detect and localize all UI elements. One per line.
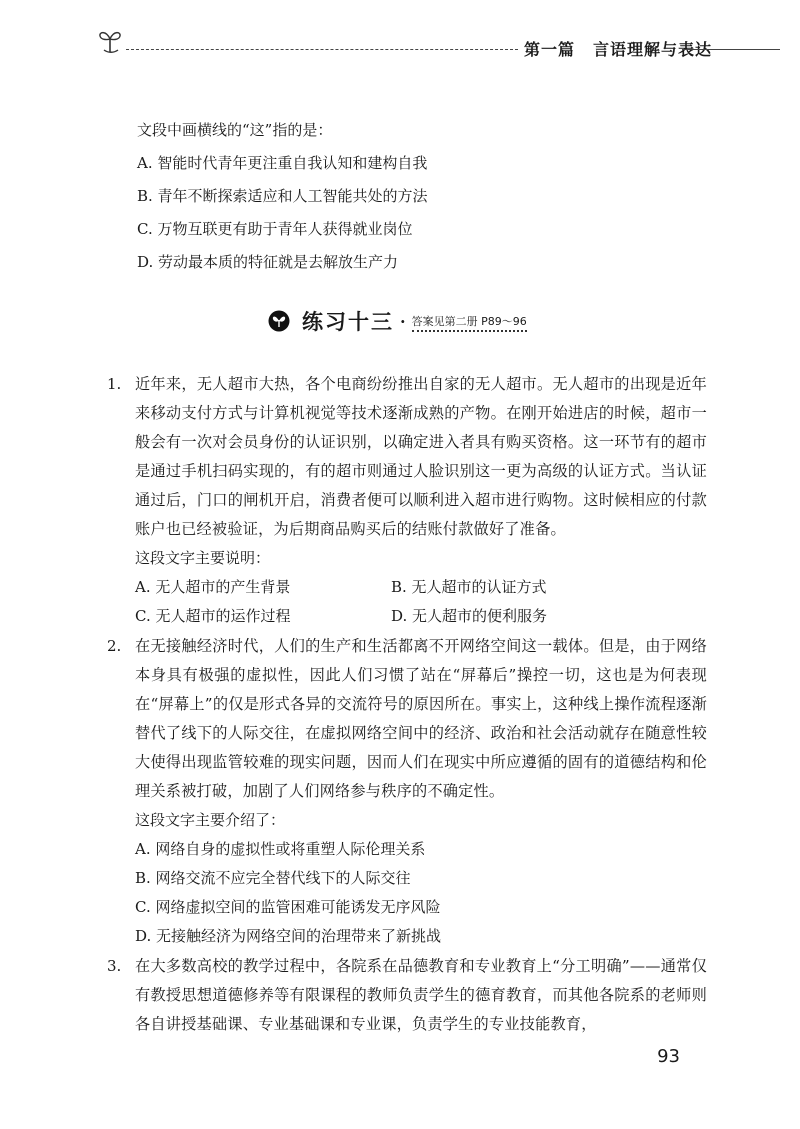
question-stem: 在大多数高校的教学过程中，各院系在品德教育和专业教育上“分工明确”——通常仅有教授思想道德修养等有限课程的教师负责学生的德育教育，而其他各院系的老师则各自讲授基础课、专业基础课和专业课，负责学生的专业技能教育， (135, 957, 707, 1033)
intro-option-b: B. 青年不断探索适应和人工智能共处的方法 (137, 187, 428, 205)
option-a[interactable]: A. 网络自身的虚拟性或将重塑人际伦理关系 (135, 840, 426, 858)
question-stem: 近年来，无人超市大热，各个电商纷纷推出自家的无人超市。无人超市的出现是近年来移动支付方式与计算机视觉等技术逐渐成熟的产物。在刚开始进店的时候，超市一般会有一次对会员身份的认证识别，以确定进入者具有购买资格。这一环节有的超市是通过手机扫码实现的，有的超市则通过人脸识别这一更为高级的认证方式。当认证通过后，门口的闸机开启，消费者便可以顺利进入超市进行购物。这时候相应的付款账户也已经被验证，为后期商品购买后的结账付款做好了准备。 (135, 375, 707, 538)
sprout-icon (96, 26, 124, 54)
header-part: 第一篇 (524, 40, 576, 59)
header-section-title: 言语理解与表达 (593, 40, 713, 59)
question-stem: 在无接触经济时代，人们的生产和生活都离不开网络空间这一载体。但是，由于网络本身具有极强的虚拟性，因此人们习惯了站在“屏幕后”操控一切，这也是为何表现在“屏幕上”的仅是形式各异的交流符号的原因所在。事实上，这种线上操作流程逐渐替代了线下的人际交往，在虚拟网络空间中的经济、政治和社会活动就存在随意性较大使得出现监管较难的现实问题，因而人们在现实中所应遵循的固有的道德结构和伦理关系被打破，加剧了人们网络参与秩序的不确定性。 (135, 637, 707, 800)
question-prompt: 这段文字主要介绍了： (135, 811, 286, 829)
intro-option-c: C. 万物互联更有助于青年人获得就业岗位 (137, 220, 413, 238)
option-b[interactable]: B. 无人超市的认证方式 (391, 578, 547, 596)
question-2 (107, 632, 707, 952)
option-a[interactable]: A. 无人超市的产生背景 (135, 578, 291, 596)
question-3 (107, 952, 707, 1042)
exercise-title: 练习十三 (302, 310, 394, 334)
intro-question (137, 114, 737, 279)
intro-prompt: 文段中画横线的“这”指的是： (137, 121, 333, 139)
question-1 (107, 370, 707, 630)
option-b[interactable]: B. 网络交流不应完全替代线下的人际交往 (135, 869, 411, 887)
option-d[interactable]: D. 无人超市的便利服务 (391, 607, 548, 625)
intro-option-d: D. 劳动最本质的特征就是去解放生产力 (137, 253, 399, 271)
question-number: 1. (107, 375, 122, 393)
option-c[interactable]: C. 无人超市的运作过程 (135, 607, 291, 625)
header-divider-right (682, 49, 780, 50)
page-number: 93 (657, 1046, 680, 1067)
running-header (96, 26, 780, 59)
option-c[interactable]: C. 网络虚拟空间的监管困难可能诱发无序风险 (135, 898, 441, 916)
question-number: 2. (107, 637, 122, 655)
exercise-dot: · (400, 311, 406, 331)
option-d[interactable]: D. 无接触经济为网络空间的治理带来了新挑战 (135, 927, 442, 945)
answer-reference-link[interactable]: 答案见第二册 P89～96 (412, 315, 527, 332)
question-prompt: 这段文字主要说明： (135, 549, 271, 567)
question-number: 3. (107, 957, 122, 975)
option-row (135, 573, 547, 602)
intro-option-a: A. 智能时代青年更注重自我认知和建构自我 (137, 154, 428, 172)
sprout-badge-icon (268, 310, 290, 332)
header-divider-left (126, 49, 518, 50)
exercise-heading (268, 306, 527, 336)
option-row (135, 602, 548, 631)
